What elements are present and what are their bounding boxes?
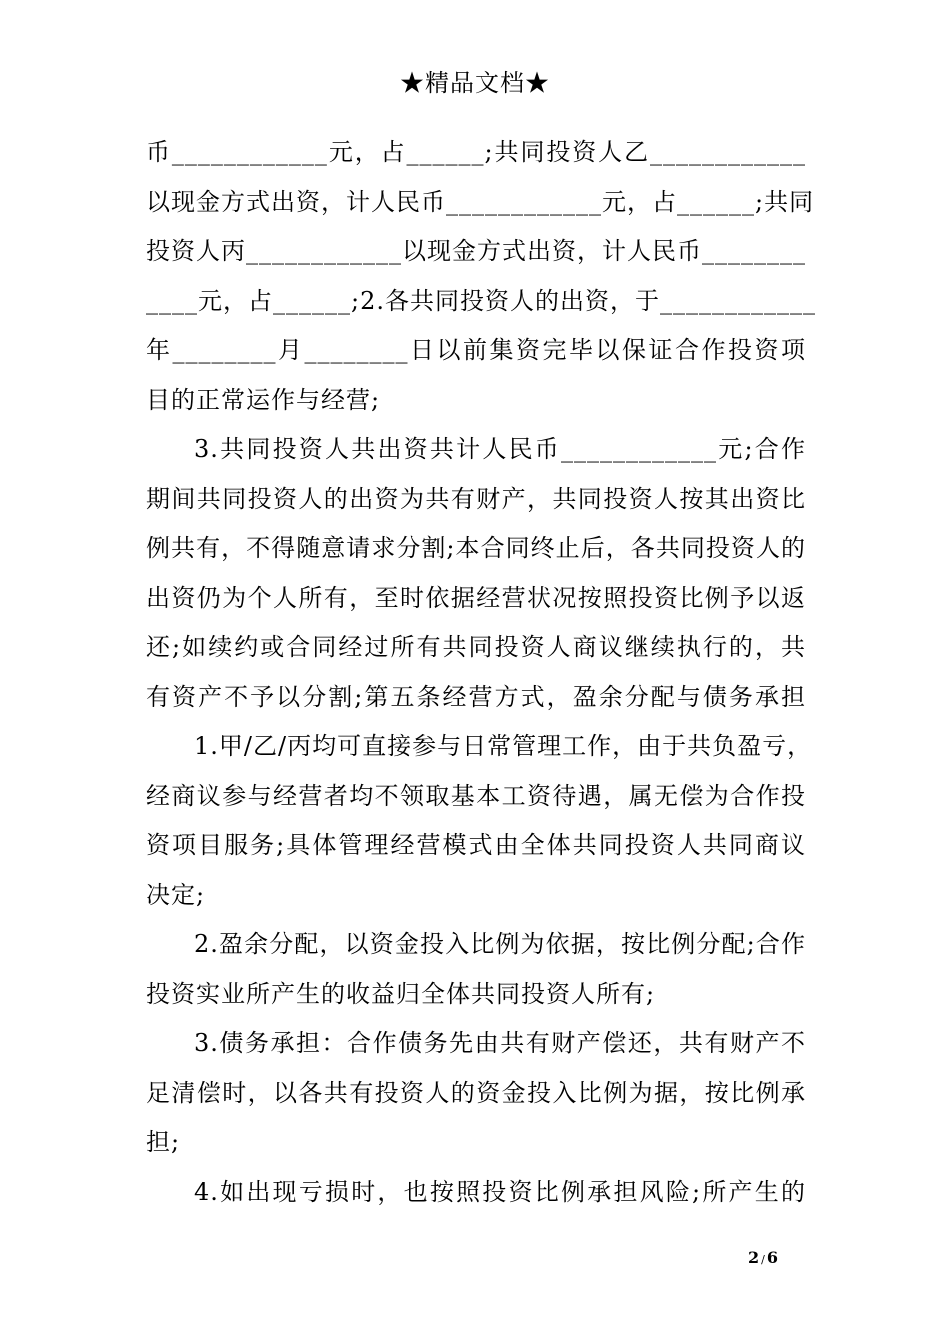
document-header: ★精品文档★: [400, 69, 550, 97]
text-line: 投资实业所产生的收益归全体共同投资人所有;: [146, 979, 656, 1008]
text-line: 2.盈余分配，以资金投入比例为依据，按比例分配;合作: [194, 930, 806, 958]
text-line: 3.债务承担：合作债务先由共有财产偿还，共有财产不: [194, 1029, 806, 1057]
text-line: 1.甲/乙/丙均可直接参与日常管理工作，由于共负盈亏，: [194, 732, 813, 760]
text-line: ____元，占______;2.各共同投资人的出资，于____________: [146, 286, 816, 315]
text-line: 资项目服务;具体管理经营模式由全体共同投资人共同商议: [146, 831, 806, 859]
page-number: [748, 1248, 778, 1270]
text-line: 担;: [146, 1128, 181, 1156]
page-current: 2: [748, 1248, 760, 1267]
text-line: 币____________元，占______;共同投资人乙____________: [146, 138, 806, 166]
text-line: 目的正常运作与经营;: [146, 385, 381, 414]
text-line: 足清偿时，以各共有投资人的资金投入比例为据，按比例承: [146, 1078, 806, 1107]
text-line: 3.共同投资人共出资共计人民币____________元;合作: [194, 435, 806, 463]
text-line: 4.如出现亏损时，也按照投资比例承担风险;所产生的: [194, 1177, 806, 1206]
text-line: 以现金方式出资，计人民币____________元，占______;共同: [146, 187, 815, 216]
contract-body: [146, 128, 816, 1217]
text-line: 有资产不予以分割;第五条经营方式，盈余分配与债务承担: [146, 682, 806, 711]
text-line: 经商议参与经营者均不领取基本工资待遇，属无偿为合作投: [146, 781, 806, 810]
page-separator: /: [761, 1253, 765, 1266]
text-line: 还;如续约或合同经过所有共同投资人商议继续执行的，共: [146, 633, 806, 661]
text-line: 决定;: [146, 880, 206, 909]
text-line: 年________月________日以前集资完毕以保证合作投资项: [146, 336, 806, 364]
text-line: 出资仍为个人所有，至时依据经营状况按照投资比例予以返: [146, 583, 806, 612]
text-line: 例共有，不得随意请求分割;本合同终止后，各共同投资人的: [146, 534, 806, 562]
page-total: 6: [766, 1248, 778, 1267]
text-line: 期间共同投资人的出资为共有财产，共同投资人按其出资比: [146, 484, 806, 513]
text-line: 投资人丙____________以现金方式出资，计人民币________: [146, 237, 806, 265]
